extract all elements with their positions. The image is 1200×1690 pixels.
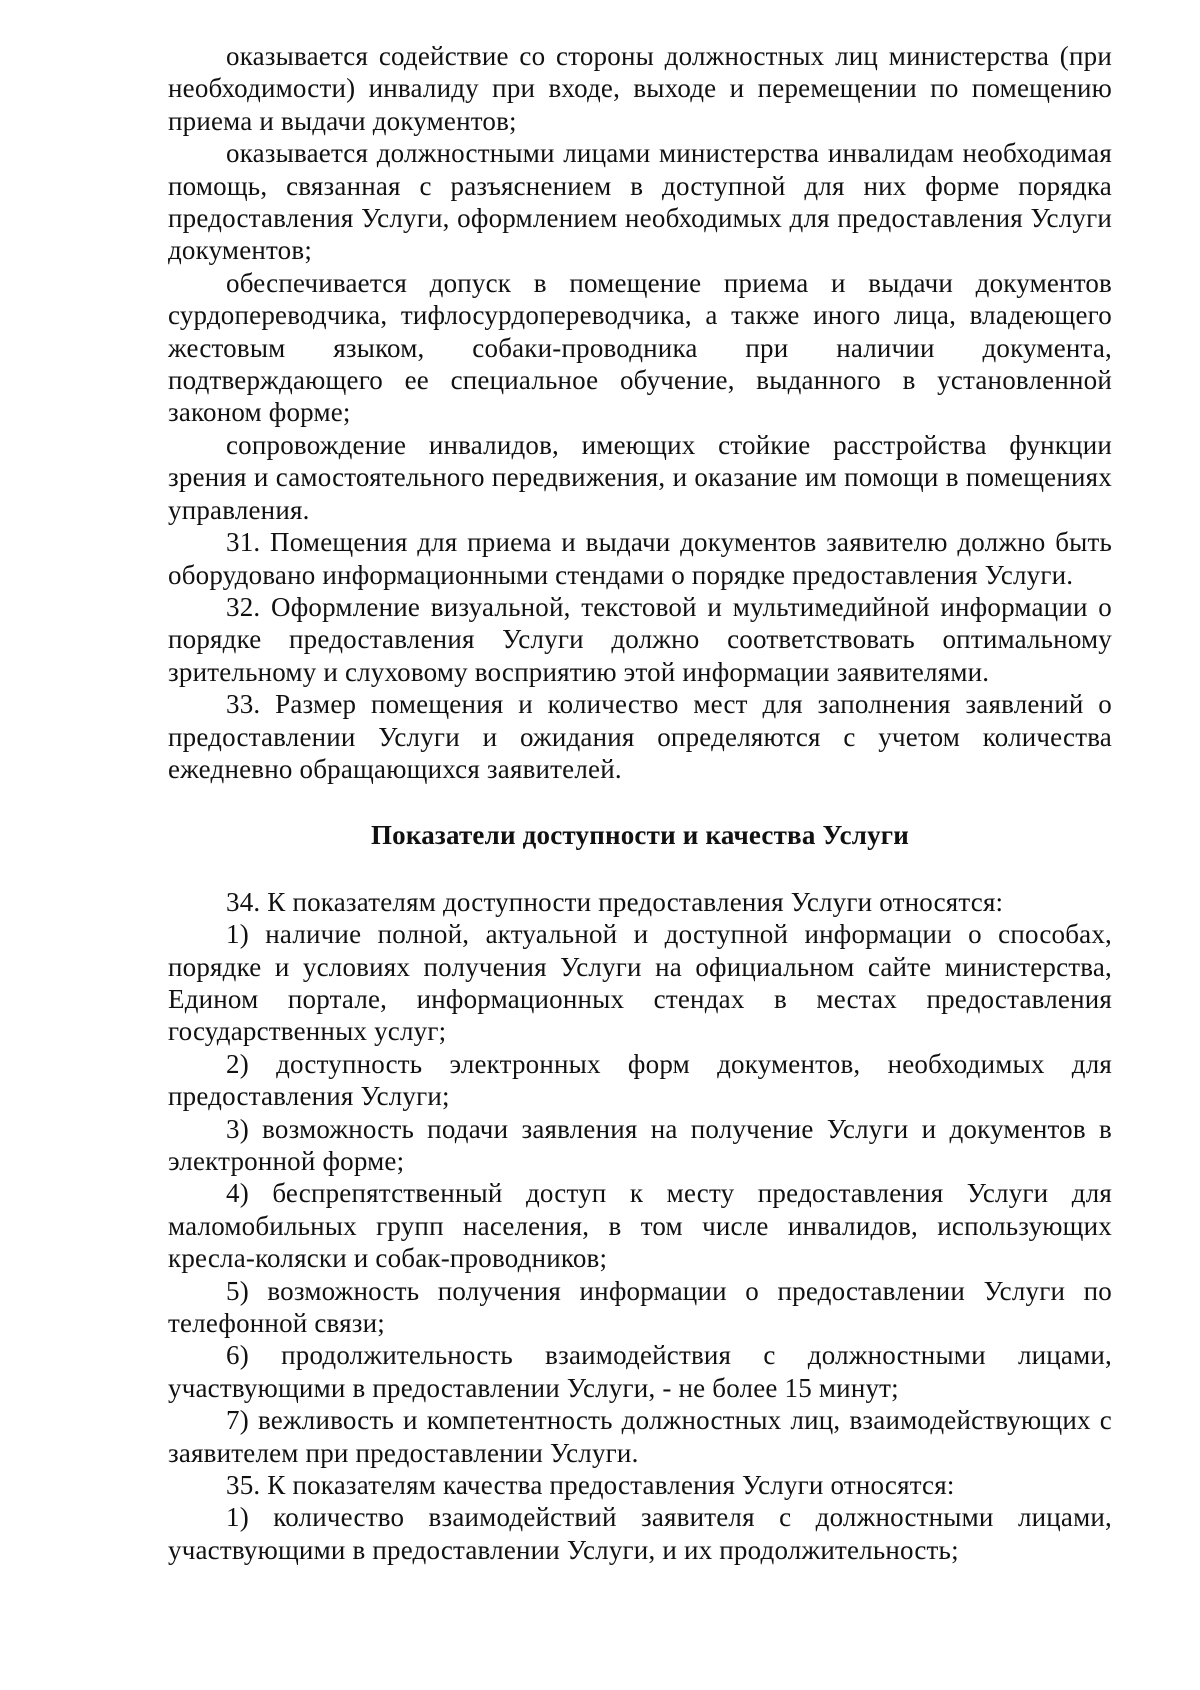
list-item-34-4: 4) беспрепятственный доступ к месту предоставления Услуги для маломобильных групп населения, в том числе инвалидов, использующих кресла-коляски и собак-проводников; — [168, 1178, 1112, 1274]
paragraph-assistance-entry: оказывается содействие со стороны должностных лиц министерства (при необходимости) инвалиду при входе, выходе и перемещении по помещению приема и выдачи документов; — [168, 41, 1112, 136]
paragraph-escort: сопровождение инвалидов, имеющих стойкие расстройства функции зрения и самостоятельного передвижения, и оказание им помощи в помещениях управления. — [168, 429, 1112, 525]
paragraph-31: 31. Помещения для приема и выдачи документов заявителю должно быть оборудовано информационными стендами о порядке предоставления Услуги. — [168, 527, 1112, 590]
list-item-34-1: 1) наличие полной, актуальной и доступной информации о способах, порядке и условиях получения Услуги на официальном сайте министерства, Едином портале, информационных стендах в местах предоставления государственных услуг; — [168, 919, 1112, 1047]
paragraph-32: 32. Оформление визуальной, текстовой и мультимедийной информации о порядке предоставления Услуги должно соответствовать оптимальному зрительному и слуховому восприятию этой информации заявителями. — [168, 591, 1112, 687]
paragraph-interpreter-access: обеспечивается допуск в помещение приема и выдачи документов сурдопереводчика, тифлосурдопереводчика, а также иного лица, владеющего жестовым языком, собаки-проводника при наличии документа, подтверждающего ее специальное обучение, выданного в установленной законом форме; — [168, 267, 1112, 428]
list-item-34-2: 2) доступность электронных форм документов, необходимых для предоставления Услуги; — [168, 1048, 1112, 1112]
paragraph-assistance-explanation: оказывается должностными лицами министерства инвалидам необходимая помощь, связанная с разъяснением в доступной для них форме порядка предоставления Услуги, оформлением необходимых для предоставления Услуги документов; — [168, 138, 1112, 266]
paragraph-35: 35. К показателям качества предоставления Услуги относятся: — [226, 1470, 955, 1501]
list-item-34-3: 3) возможность подачи заявления на получение Услуги и документов в электронной форме; — [168, 1113, 1112, 1176]
section-heading: Показатели доступности и качества Услуги — [370, 820, 910, 851]
list-item-34-6: 6) продолжительность взаимодействия с должностными лицами, участвующими в предоставлении Услуги, - не более 15 минут; — [168, 1340, 1112, 1403]
list-item-34-7: 7) вежливость и компетентность должностных лиц, взаимодействующих с заявителем при предоставлении Услуги. — [168, 1405, 1112, 1468]
list-item-34-5: 5) возможность получения информации о предоставлении Услуги по телефонной связи; — [168, 1275, 1112, 1339]
paragraph-34: 34. К показателям доступности предоставления Услуги относятся: — [226, 886, 1004, 917]
list-item-35-1: 1) количество взаимодействий заявителя с должностными лицами, участвующими в предоставлении Услуги, и их продолжительность; — [168, 1502, 1112, 1565]
document-page — [168, 40, 1112, 1566]
paragraph-33: 33. Размер помещения и количество мест для заполнения заявлений о предоставлении Услуги и ожидания определяются с учетом количества ежедневно обращающихся заявителей. — [168, 689, 1112, 784]
